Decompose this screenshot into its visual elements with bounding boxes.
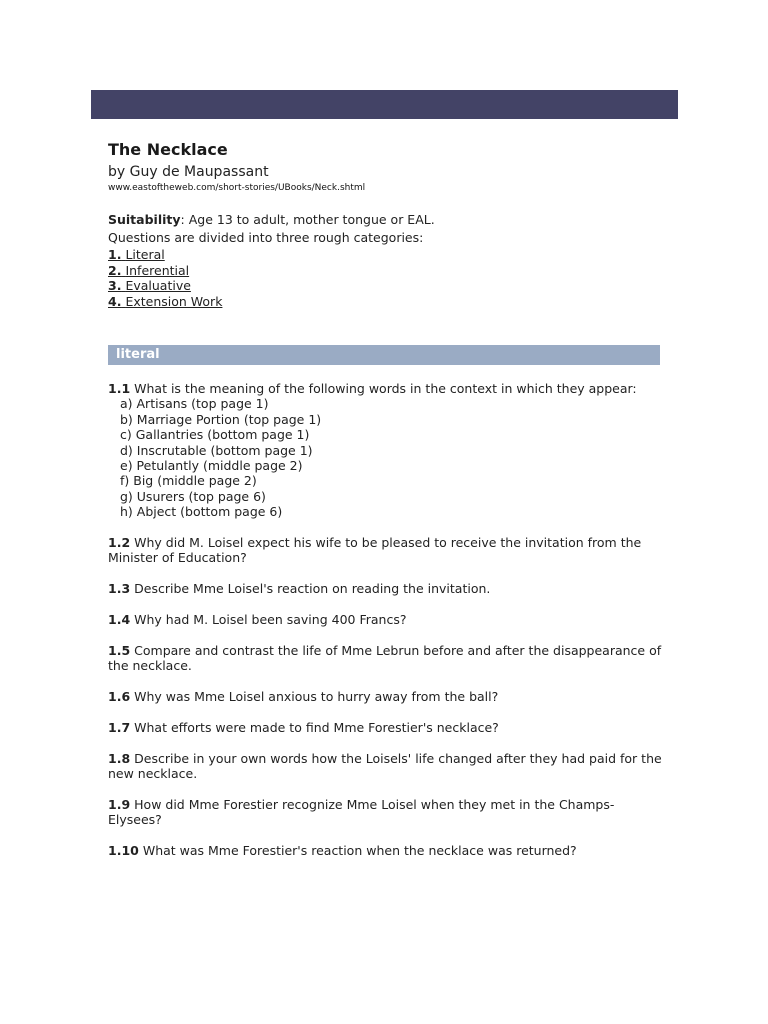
vocabulary-item: g) Usurers (top page 6)	[120, 488, 266, 504]
question-1-5	[108, 643, 663, 674]
question-number: 1.8	[108, 750, 131, 766]
page-title: The Necklace	[108, 140, 228, 159]
question-1-7	[108, 720, 663, 735]
category-link-extension-work[interactable]: 4. Extension Work	[108, 293, 223, 309]
category-list	[108, 247, 668, 309]
question-text: Compare and contrast the life of Mme Lebrun before and after the disappearance of the necklace.	[108, 642, 662, 674]
question-number: 1.1	[108, 381, 131, 396]
vocabulary-item: h) Abject (bottom page 6)	[120, 504, 283, 520]
question-number: 1.7	[108, 719, 131, 735]
question-number: 1.3	[108, 581, 131, 597]
vocabulary-item: b) Marriage Portion (top page 1)	[120, 411, 322, 427]
question-text: What is the meaning of the following words in the context in which they appear:	[134, 381, 637, 396]
vocabulary-list	[108, 396, 663, 519]
vocabulary-item: d) Inscrutable (bottom page 1)	[120, 442, 313, 458]
category-link-literal[interactable]: 1. Literal	[108, 247, 165, 262]
suitability-text: : Age 13 to adult, mother tongue or EAL.	[180, 212, 435, 227]
question-text: What was Mme Forestier's reaction when the necklace was returned?	[142, 843, 577, 859]
question-text: Why did M. Loisel expect his wife to be pleased to receive the invitation from the Minister of Education?	[108, 535, 642, 566]
suitability-label: Suitability	[108, 212, 181, 227]
question-number: 1.9	[108, 796, 131, 812]
question-text: Why had M. Loisel been saving 400 Francs?	[134, 612, 407, 628]
question-text: How did Mme Forestier recognize Mme Loisel when they met in the Champs-Elysees?	[108, 796, 615, 828]
category-link-inferential[interactable]: 2. Inferential	[108, 262, 190, 278]
question-number: 1.10	[108, 843, 139, 859]
question-1-4	[108, 612, 663, 627]
vocabulary-item: c) Gallantries (bottom page 1)	[120, 427, 310, 443]
question-number: 1.4	[108, 612, 131, 628]
question-number: 1.6	[108, 689, 131, 705]
question-text: What efforts were made to find Mme Forestier's necklace?	[134, 719, 499, 735]
categories-intro: Questions are divided into three rough categories:	[108, 230, 424, 245]
question-text: Describe Mme Loisel's reaction on reading the invitation.	[134, 581, 491, 597]
suitability-line	[108, 212, 668, 228]
question-text: Why was Mme Loisel anxious to hurry away from the ball?	[134, 689, 499, 705]
question-list	[108, 381, 663, 874]
vocabulary-item: e) Petulantly (middle page 2)	[120, 458, 303, 474]
question-1-9	[108, 797, 663, 828]
question-1-1	[108, 381, 663, 520]
question-number: 1.5	[108, 642, 131, 658]
question-1-2	[108, 535, 663, 566]
header-bar	[91, 90, 678, 119]
document-header	[108, 140, 668, 309]
vocabulary-item: f) Big (middle page 2)	[120, 473, 257, 489]
question-text: Describe in your own words how the Loisels' life changed after they had paid for the new necklace.	[108, 750, 662, 782]
section-title: literal	[116, 347, 160, 362]
question-1-3	[108, 581, 663, 596]
category-link-evaluative[interactable]: 3. Evaluative	[108, 278, 191, 293]
question-1-8	[108, 751, 663, 782]
author-line: by Guy de Maupassant	[108, 164, 269, 180]
question-1-6	[108, 689, 663, 704]
source-url: www.eastoftheweb.com/short-stories/UBooks/Neck.shtml	[108, 183, 366, 193]
vocabulary-item: a) Artisans (top page 1)	[120, 396, 269, 412]
question-1-10	[108, 843, 663, 858]
question-number: 1.2	[108, 535, 131, 551]
section-header-literal	[108, 345, 660, 365]
